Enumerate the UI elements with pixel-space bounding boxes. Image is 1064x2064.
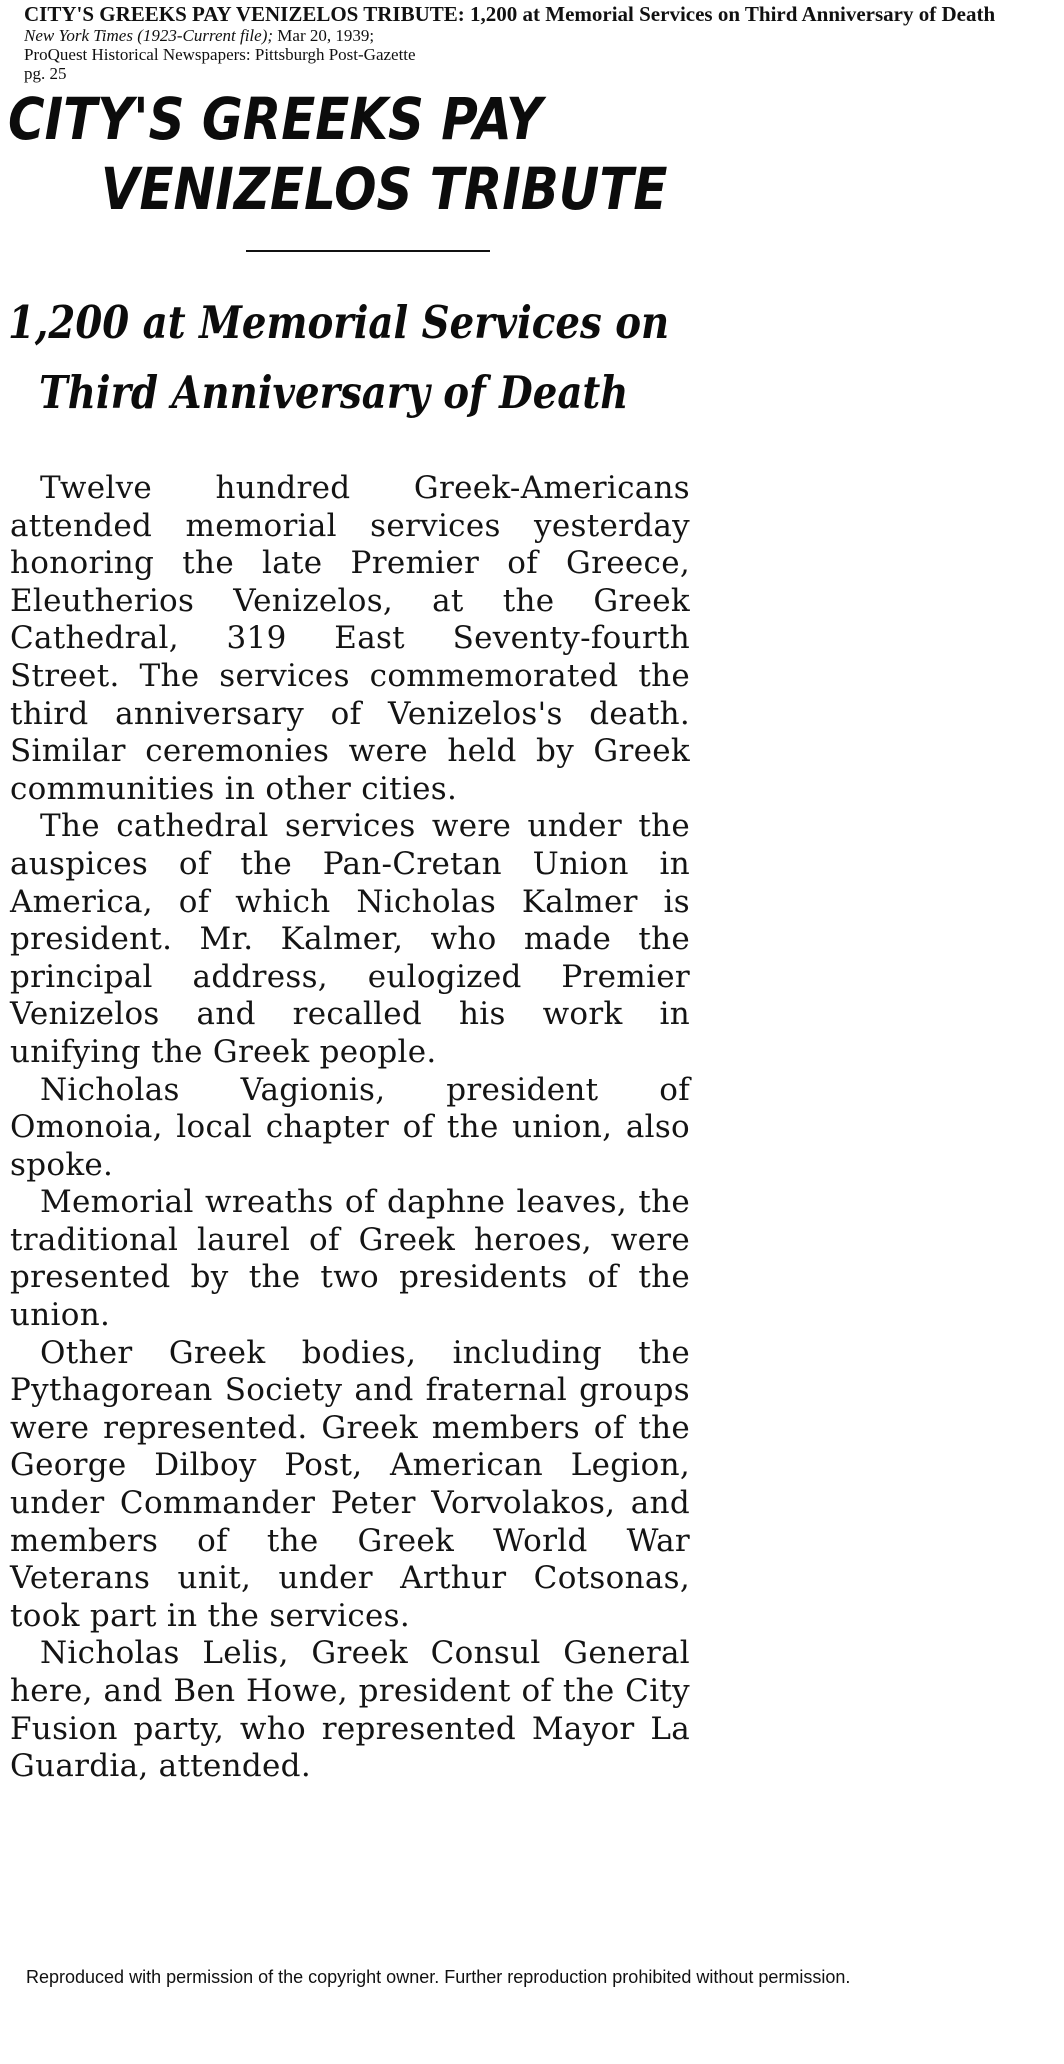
citation-source [24, 26, 1064, 45]
citation-database: ProQuest Historical Newspapers: Pittsburgh Post-Gazette [24, 45, 416, 64]
subheadline-line-2: Third Anniversary of Death [38, 366, 629, 419]
article-paragraph: Twelve hundred Greek-Americans attended memorial services yesterday honoring the late Premier of Greece, Eleutherios Venizelos, at the Greek Cathedral, 319 East Seventy-fourth Street. The services commemorated the third anniversary of Venizelos's death. Similar ceremonies were held by Greek communities in other cities. [10, 470, 690, 807]
article-body [10, 470, 690, 1786]
article-paragraph: Nicholas Lelis, Greek Consul General here, and Ben Howe, president of the City Fusion party, who represented Mayor La Guardia, attended. [10, 1635, 690, 1785]
headline-line-1: CITY'S GREEKS PAY [8, 85, 543, 153]
article-headline [8, 84, 668, 224]
citation-publication: New York Times (1923-Current file); [24, 26, 274, 45]
article-subheadline [8, 288, 670, 428]
citation-page: pg. 25 [24, 64, 67, 83]
citation-date: Mar 20, 1939; [273, 26, 375, 45]
copyright-notice: Reproduced with permission of the copyright owner. Further reproduction prohibited without permission. [26, 1967, 851, 1987]
citation-title: CITY'S GREEKS PAY VENIZELOS TRIBUTE: 1,200 at Memorial Services on Third Anniversary of Death [24, 2, 996, 26]
article-paragraph: Nicholas Vagionis, president of Omonoia, local chapter of the union, also spoke. [10, 1071, 690, 1183]
article-paragraph: Other Greek bodies, including the Pythagorean Society and fraternal groups were represented. Greek members of the George Dilboy Post, American Legion, under Commander Peter Vorvolakos, and members of the Greek World War Veterans unit, under Arthur Cotsonas, took part in the services. [10, 1334, 690, 1634]
article-paragraph: Memorial wreaths of daphne leaves, the traditional laurel of Greek heroes, were presented by the two presidents of the union. [10, 1184, 690, 1334]
subheadline-line-1: 1,200 at Memorial Services on [8, 296, 670, 349]
headline-line-2: VENIZELOS TRIBUTE [100, 155, 668, 223]
article-paragraph: The cathedral services were under the auspices of the Pan-Cretan Union in America, of which Nicholas Kalmer is president. Mr. Kalmer, who made the principal address, eulogized Premier Venizelos and recalled his work in unifying the Greek people. [10, 808, 690, 1070]
headline-divider [246, 250, 490, 252]
citation-header [24, 0, 1064, 83]
